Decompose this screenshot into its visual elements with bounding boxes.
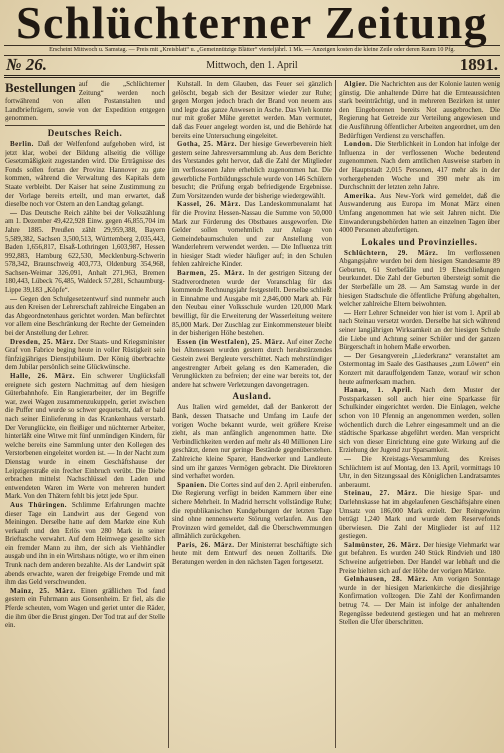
- article-text: Die Cortes sind auf den 2. April einberufen. Die Regierung verfügt in beiden Kammern über eine sichere Mehrheit. In Madrid herrscht vollständige Ruhe; die republikanischen Kundgebungen der letzten Tage sind ohne nennenswerte Störung verlaufen. Aus den Provinzen wird gemeldet, daß die Überschwemmungen allmählich zurückgehen.: [172, 480, 332, 541]
- article-paragraph: [172, 541, 332, 567]
- article-paragraph: [172, 269, 332, 338]
- article-text: In der gestrigen Sitzung der Stadtverordneten wurde der Voranschlag für das kommende Rechnungsjahr festgestellt. Derselbe schließt in Einnahme und Ausgabe mit 2,846,000 Mark ab. Für den Neubau einer Volksschule wurden 120,000 Mark bewilligt, für die Erweiterung der Wasserleitung weitere 85,000 Mark. Der Zuschlag zur Einkommensteuer bleibt in der bisherigen Höhe bestehen.: [172, 269, 332, 338]
- column-rule: [168, 80, 169, 748]
- issue-number: № 26.: [6, 55, 48, 74]
- article-text: Kuhstall. In dem Glauben, das Feuer sei gänzlich gelöscht, begab sich der Besitzer wieder zur Ruhe; gegen Morgen jedoch brach der Brand von neuem aus und legte das ganze Anwesen in Asche. Das Vieh konnte nur mit großer Mühe gerettet werden. Man vermutet, daß das Feuer angelegt worden ist, und die Behörde hat bereits eine Untersuchung eingeleitet.: [172, 80, 332, 140]
- article-paragraph: [339, 309, 500, 352]
- article-text: Das Landeskommunalamt hat für die Provinz Hessen-Nassau die Summe von 50,000 Mark zur Förderung des Obstbaues ausgeworfen. Die Gelder sollen vornehmlich zur Anlage von Gemeindebaumschulen und zur Anstellung von Wanderlehrern verwendet werden. — Die Influenza tritt in hiesiger Stadt wieder häufiger auf; in den Schulen fehlen zahlreiche Kinder.: [172, 200, 332, 269]
- masthead-rule: [4, 75, 500, 78]
- article-text: Gegen den Schulgesetzentwurf sind nunmehr auch aus den Kreisen der Lehrerschaft zahlreiche Eingaben an das Abgeordnetenhaus gerichtet worden. Man befürchtet vor allem eine Beschränkung der Rechte der Gemeinden bei der Anstellung der Lehrer.: [5, 294, 165, 338]
- article-text: Der Gesangverein „Liederkranz“ veranstaltet am Ostermontag im Saale des Gasthauses „zum Löwen“ ein Konzert mit darauffolgendem Tanze, worauf wir schon heute aufmerksam machen.: [339, 351, 500, 386]
- article-dateline: Amerika.: [344, 191, 377, 200]
- subscription-notice: [5, 80, 165, 126]
- article-dateline: Hanau, 1. April.: [344, 386, 413, 395]
- article-dateline: —: [344, 454, 352, 463]
- article-paragraph: [339, 352, 500, 386]
- article-text: Aus New-York wird gemeldet, daß die Auswanderung aus Europa im Monat März einen Umfang angenommen hat wie seit Jahren nicht. Die Einwanderungsbehörden hatten an einzelnen Tagen über 4000 Personen abzufertigen.: [339, 191, 500, 235]
- issue-date: Mittwoch, den 1. April: [206, 60, 298, 71]
- article-paragraph: [5, 501, 165, 587]
- article-dateline: —: [344, 308, 352, 317]
- article-paragraph: [172, 140, 332, 200]
- article-text: Das Deutsche Reich zählte bei der Volkszählung am 1. Dezember 49,422,928 Einw. gegen 46,855,704 im Jahre 1885. Preußen zählt 29,959,388, Bayern 5,589,382, Sachsen 3,500,513, Württemberg 2,035,443, Baden 1,656,817, Elsaß-Lothringen 1,603,987, Hessen 992,883, Hamburg 622,530, Mecklenburg-Schwerin 578,342, Braunschweig 403,773, Oldenburg 354,968, Sachsen-Weimar 326,091, Anhalt 271,963, Bremen 180,443, Lübeck 76,485, Waldeck 57,281, Schaumburg-Lippe 39,183 „Köpfe“.: [5, 208, 165, 295]
- article-text: Ein schwerer Unglücksfall ereignete sich gestern Nachmittag auf dem hiesigen Güterbahnhofe. Ein Rangierarbeiter, der im Begriffe war, zwei Wagen zusammenzukuppeln, geriet zwischen die Puffer und wurde so schwer gequetscht, daß er bald nach seiner Einlieferung in das Krankenhaus verstarb. Der Verunglückte, ein fleißiger und nüchterner Arbeiter, hinterläßt eine Witwe mit fünf unmündigen Kindern, für welche bereits eine Sammlung unter den Kollegen des Verstorbenen eingeleitet worden ist. — In der Nacht zum Dienstag wurde in einem Geschäftshause der Leipzigerstraße ein frecher Einbruch verübt. Die Diebe erbrachen mittelst Nachschlüssel den Laden und entwendeten Waren im Werte von mehreren hundert Mark. Von den Thätern fehlt bis jetzt jede Spur.: [5, 372, 165, 501]
- article-text: Nach dem Muster der Postsparkassen soll auch hier eine Sparkasse für Schulkinder eingerichtet werden. Die Einlagen, welche schon von 10 Pfennig an angenommen werden, sollen wöchentlich durch die Lehrer eingesammelt und an die städtische Sparkasse abgeführt werden. Man verspricht sich von dieser Einrichtung eine gute Wirkung auf die Erziehung der Jugend zur Sparsamkeit.: [339, 386, 500, 455]
- article-dateline: —: [10, 208, 18, 217]
- article-text: Der Staats- und Kriegsminister Graf von Fabrice beging heute in voller Rüstigkeit sein fünfzigjähriges Dienstjubiläum. Der König überbrachte dem Jubilar persönlich seine Glückwünsche.: [5, 337, 165, 372]
- article-paragraph: [339, 140, 500, 192]
- issue-year: 1891.: [459, 55, 498, 74]
- section-heading: Lokales und Provinzielles.: [361, 236, 478, 247]
- article-dateline: Steinau, 27. März.: [344, 489, 418, 498]
- article-dateline: —: [344, 351, 352, 360]
- article-text: Die Nachrichten aus der Kolonie lauten wenig günstig. Die anhaltende Dürre hat die Ernteaussichten stark beeinträchtigt, und in mehreren Bezirken ist unter den Eingeborenen bereits Not ausgebrochen. Die Regierung hat Getreide zur Verteilung angewiesen und die Ausführung öffentlicher Arbeiten angeordnet, um den Bedürftigen Verdienst zu verschaffen.: [339, 80, 500, 140]
- article-paragraph: [339, 541, 500, 575]
- article-dateline: Algier.: [344, 80, 368, 88]
- article-dateline: Barmen, 25. März.: [177, 269, 245, 278]
- article-text: Der hiesige Viehmarkt war gut befahren. Es wurden 240 Stück Rindvieh und 180 Schweine aufgetrieben. Der Handel war lebhaft und die Preise hielten sich auf der Höhe der vorigen Märkte.: [339, 540, 500, 575]
- article-text: Einen gräßlichen Tod fand gestern ein Fuhrmann aus Gonsenheim. Er fiel, als die Pferde scheuten, vom Wagen und geriet unter die Räder, die ihm über die Brust gingen. Der Tod trat auf der Stelle ein.: [5, 586, 165, 630]
- article-paragraph: [339, 455, 500, 489]
- article-paragraph: [339, 489, 500, 541]
- article-paragraph: [172, 338, 332, 390]
- article-paragraph: [172, 403, 332, 480]
- article-paragraph: [5, 295, 165, 338]
- article-text: Die Sterblichkeit in London hat infolge der Influenza in der verflossenen Woche bedeutend zugenommen. Nach dem amtlichen Ausweise starben in der Hauptstadt 2,015 Personen, 417 mehr als in der vorhergehenden Woche und 390 mehr als im Durchschnitt der letzten zehn Jahre.: [339, 140, 500, 192]
- notice-text: auf die „Schlüchterner Zeitung“ werden noch fortwährend von allen Postanstalten und Landbriefträgern, sowie von der Expedition entgegen genommen.: [5, 80, 165, 123]
- article-dateline: Paris, 26. März.: [177, 540, 235, 549]
- article-paragraph: [339, 575, 500, 627]
- section-heading: Ausland.: [232, 391, 272, 402]
- article-dateline: Gotha, 25. März.: [177, 140, 237, 149]
- article-dateline: —: [10, 294, 18, 303]
- article-dateline: Kassel, 26. März.: [177, 200, 241, 209]
- article-text: Auf einer Zeche bei Altenessen wurden gestern durch herabstürzendes Gestein zwei Bergleute verschüttet. Nach mehrstündiger angestrengter Arbeit gelang es den Kameraden, die Verunglückten zu befreien; der eine war bereits tot, der andere hat schwere Verletzungen davongetragen.: [172, 337, 332, 389]
- article-paragraph: [5, 587, 165, 630]
- column-rule: [335, 80, 336, 748]
- article-text: Aus Italien wird gemeldet, daß der Bankerott der Bank, dessen Thatsache und Umfang im Laufe der vorigen Woche bekannt wurde, weit größere Kreise zieht, als man anfänglich angenommen hatte. Die Verbindlichkeiten werden auf mehr als 40 Millionen Lire geschätzt, denen nur geringe Bestände gegenüberstehen. Zahlreiche kleine Sparer, Handwerker und Landleute sind um ihr ganzes Vermögen gebracht. Die Direktoren sind verhaftet worden.: [172, 403, 332, 481]
- article-text: Daß der Welfenfond aufgehoben wird, ist jetzt klar, wobei der Bildung allseitig die völlige Gesetzmäßigkeit zugestanden wird. Die Erträgnisse des Fonds sollen fortan der Provinz Hannover zu gute kommen, während die Verwaltung des Kapitals dem Staate verbleibt. Der Kaiser hat seine Zustimmung zu der Vorlage bereits erteilt, und man erwartet, daß dieselbe noch vor Ostern an den Landtag gelangt.: [5, 139, 165, 209]
- article-paragraph: [5, 209, 165, 295]
- article-text: Die Kreistags-Versammlung des Kreises Schlüchtern ist auf Montag, den 13. April, vormittags 10 Uhr, in den Sitzungssaal des Königlichen Landratsamtes anberaumt.: [339, 454, 500, 489]
- article-paragraph: [172, 80, 332, 140]
- article-dateline: Schlüchtern, 29. März.: [344, 248, 439, 257]
- article-paragraph: [339, 192, 500, 235]
- column-2: [172, 80, 332, 748]
- article-dateline: Berlin.: [10, 139, 34, 148]
- notice-lead: Bestellungen: [5, 80, 76, 95]
- article-dateline: Aus Thüringen.: [10, 500, 67, 509]
- article-text: Der hiesige Gewerbeverein hielt gestern seine Jahresversammlung ab. Aus dem Berichte des Vorstandes geht hervor, daß die Zahl der Mitglieder im verflossenen Jahre erheblich zugenommen hat. Die gewerbliche Fortbildungsschule wurde von 146 Schülern besucht; die Prüfung ergab befriedigende Ergebnisse. Zum Vorsitzenden wurde der bisherige wiedergewählt.: [172, 140, 332, 200]
- article-paragraph: [5, 372, 165, 501]
- article-dateline: Gelnhausen, 28. März.: [344, 575, 429, 584]
- newspaper-title: Schlüchterner Zeitung: [16, 0, 488, 48]
- article-text: Herr Lehrer Schneider von hier ist vom 1. April ab nach Steinau versetzt worden. Derselbe hat sich während seiner langjährigen Wirksamkeit an der hiesigen Schule die Liebe und Achtung seiner Schüler und der ganzen Bürgerschaft in hohem Maße erworben.: [339, 308, 500, 352]
- article-paragraph: [5, 338, 165, 372]
- article-dateline: Halle, 26. März.: [10, 372, 76, 380]
- article-dateline: London.: [344, 140, 373, 149]
- issue-line: [4, 56, 500, 74]
- article-text: Die hiesige Spar- und Darlehnskasse hat im abgelaufenen Geschäftsjahre einen Umsatz von 186,000 Mark erzielt. Der Reingewinn beträgt 1,240 Mark und wurde dem Reservefonds überwiesen. Die Zahl der Mitglieder ist auf 112 gestiegen.: [339, 489, 500, 541]
- article-paragraph: [5, 140, 165, 209]
- publication-info: Erscheint Mittwoch u. Samstag. — Preis mit „Kreisblatt“ u. „Gemeinnützige Blätter“ vierteljährl. 1 Mk. — Anzeigen kosten die kleine Zeile oder deren Raum 10 Pfg.: [4, 45, 500, 56]
- article-text: Im verflossenen Abgangsjahre wurden bei dem hiesigen Standesamte 89 Geburten, 61 Sterbefälle und 19 Eheschließungen beurkundet. Die Zahl der Geburten übersteigt somit die der Sterbefälle um 28. — Am Samstag wurde in der hiesigen Stadtschule die öffentliche Prüfung abgehalten, welcher zahlreiche Eltern beiwohnten.: [339, 248, 500, 309]
- article-text: Schlimme Erfahrungen machte dieser Tage ein Landwirt aus der Gegend von Meiningen. Derselbe hatte auf dem Markte eine Kuh verkauft und den Erlös von 280 Mark in seiner Brieftasche verwahrt. Auf dem Heimwege gesellte sich ein fremder Mann zu ihm, der sich als Viehhändler ausgab und ihn in ein Wirtshaus nötigte, wo er ihm einen Trunk nach dem anderen bezahlte. Als der Landwirt spät abends erwachte, waren der freigebige Fremde und mit ihm das Geld verschwunden.: [5, 500, 165, 587]
- article-dateline: Salmünster, 26. März.: [344, 540, 422, 549]
- article-paragraph: [339, 249, 500, 309]
- article-paragraph: [172, 481, 332, 541]
- article-paragraph: [339, 80, 500, 140]
- section-heading: Deutsches Reich.: [47, 127, 123, 138]
- article-dateline: Dresden, 25. März.: [10, 337, 76, 346]
- article-dateline: Spanien.: [177, 480, 207, 489]
- article-text: Der Ministerrat beschäftigte sich heute mit dem Entwurf des neuen Zolltarifs. Die Beratungen werden in den nächsten Tagen fortgesetzt.: [172, 540, 332, 567]
- article-paragraph: [172, 200, 332, 269]
- column-1: [5, 80, 165, 748]
- article-dateline: Mainz, 25. März.: [10, 586, 76, 595]
- column-3: [339, 80, 500, 748]
- article-paragraph: [339, 386, 500, 455]
- article-text: Am vorigen Sonntage wurde in der hiesigen Marienkirche die diesjährige Konfirmation vollzogen. Die Zahl der Konfirmanden betrug 74. — Der Main ist infolge der anhaltenden Regengüsse bedeutend gestiegen und hat an mehreren Stellen die Ufer überschritten.: [339, 575, 500, 627]
- article-dateline: Essen (in Westfalen), 25. März.: [177, 337, 286, 346]
